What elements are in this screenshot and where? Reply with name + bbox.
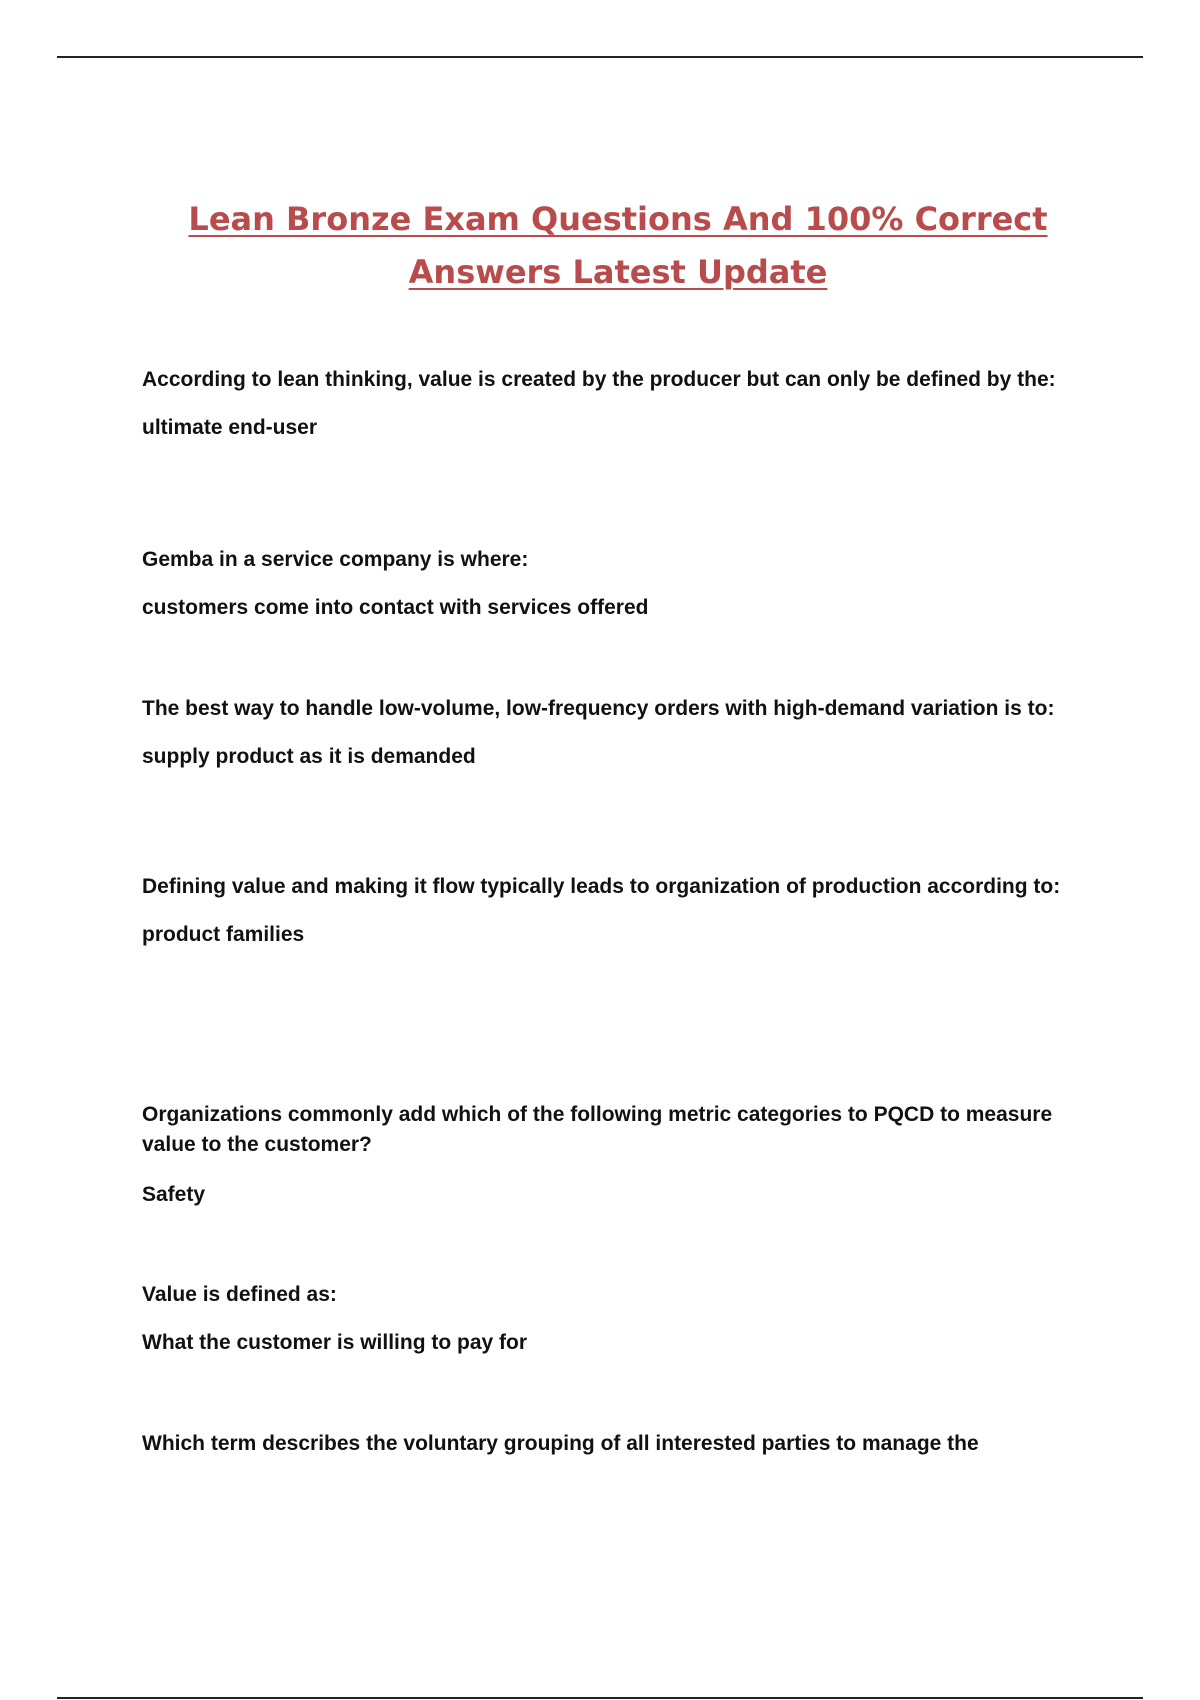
footer-rule: [57, 1697, 1143, 1699]
question-text: Organizations commonly add which of the following metric categories to PQCD to measure value to the customer?: [142, 1103, 1053, 1156]
answer-text: What the customer is willing to pay for: [142, 1331, 528, 1354]
qa-item: [142, 1280, 1102, 1358]
question-text: Which term describes the voluntary grouping of all interested parties to manage the: [142, 1432, 979, 1455]
answer-text: supply product as it is demanded: [142, 745, 476, 768]
qa-item: [142, 694, 1102, 772]
answer-text: customers come into contact with services offered: [142, 596, 649, 619]
answer-text: product families: [142, 923, 305, 946]
question-text: Defining value and making it flow typically leads to organization of production according to:: [142, 875, 1061, 898]
question-text: Gemba in a service company is where:: [142, 548, 529, 571]
document-title: Lean Bronze Exam Questions And 100% Correct Answers Latest Update: [188, 200, 1048, 291]
header-rule: [57, 56, 1143, 58]
qa-item: [142, 1100, 1102, 1210]
answer-text: Safety: [142, 1183, 206, 1206]
qa-item: [142, 365, 1102, 443]
question-text: The best way to handle low-volume, low-frequency orders with high-demand variation is to:: [142, 697, 1055, 720]
answer-text: ultimate end-user: [142, 416, 318, 439]
qa-item: [142, 545, 1102, 623]
qa-item: [142, 1429, 1102, 1459]
qa-item: [142, 872, 1102, 950]
question-text: According to lean thinking, value is created by the producer but can only be defined by the:: [142, 368, 1056, 391]
question-text: Value is defined as:: [142, 1283, 337, 1306]
